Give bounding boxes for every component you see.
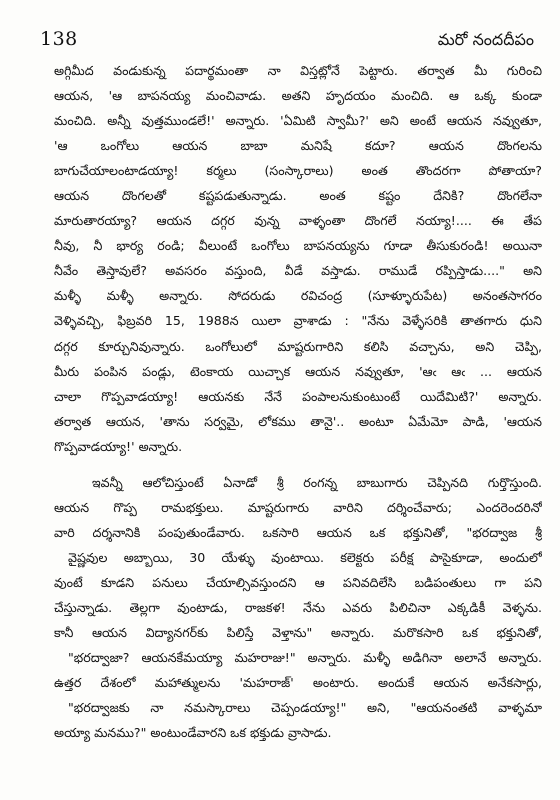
text-line: ఆయన దొంగలతో కష్టపడుతున్నాడు. అంత కష్టం దేనికి? దొంగలేనా — [54, 188, 542, 204]
text-line: మీరు పంపిన పండ్లు, టెంకాయ యిచ్చాక ఆయన నవ్వుతూ, 'ఆఁ ఆఁ ... ఆయన — [54, 363, 542, 379]
text-line: దగ్గర కూర్చునివున్నారు. ఒంగోలులో మాష్టరుగారిని కలిసి వచ్చాను, అని చెప్పి, — [54, 338, 542, 354]
text-line: మారుతారయ్యా? ఆయన దగ్గర వున్న వాళ్ళంతా దొంగలే నయ్యా!.... ఈ తేప — [54, 213, 542, 229]
text-line: వారి దర్శనానికి పంపుతుండేవారు. ఒకసారి ఆయన ఒక భక్తునితో, "భరద్వాజ శ్రీ — [54, 524, 542, 540]
body-text — [54, 58, 542, 745]
text-line: ఆయన, 'ఆ బాపనయ్య మంచివాడు. అతని హృదయం మంచిది. ఆ ఒక్క కుండా — [54, 88, 542, 104]
text-line: నీవు, నీ భార్య రండి; వీలుంటే ఒంగోలు బాపనయ్యను గూడా తీసుకురండి! అయినా — [54, 238, 542, 254]
text-line: కానీ ఆయన విద్యానగర్‌కు పిలిస్తే వెళ్తాను" అన్నారు. మరొకసారి ఒక భక్తునితో, — [54, 625, 542, 641]
page-header — [40, 28, 534, 52]
text-line: చేస్తున్నాడు. తెల్లగా వుంటాడు, రాజకళ! నేను ఎవరు పిలిచినా ఎక్కడికీ వెళ్ళను. — [54, 599, 542, 615]
paragraph-1 — [54, 58, 542, 459]
paragraph-2 — [54, 470, 542, 746]
text-line: ఆయన గొప్ప రామభక్తులు. మాష్టరుగారు వారిని దర్శించేవారు; ఎందరెందరినో — [54, 499, 542, 515]
text-line: "భరద్వాజా? ఆయనకేమయ్యా మహరాజు!" అన్నారు. మళ్ళీ అడిగినా అలానే అన్నారు. — [68, 650, 542, 666]
text-line: తర్వాత ఆయన, 'తాను సర్వమై, లోకము తానై'.. అంటూ ఏమేమో పాడి, 'ఆయన — [54, 413, 542, 429]
text-line: మళ్ళీ మళ్ళీ అన్నారు. సోదరుడు రవిచంద్ర (సూళ్ళూరుపేట) అనంతసాగరం — [54, 288, 542, 304]
text-line: వుంటే కూడని పనులు చేయాల్సివస్తుందని ఆ పనివదిలేసి బడిపంతులు గా పని — [54, 574, 542, 590]
text-line: అయ్యా మనము?" అంటుండేవారని ఒక భక్తుడు వ్రాసాడు. — [54, 725, 332, 741]
text-line: నీవేం తెస్తావులే? అవసరం వస్తుంది, వీడే వస్తాడు. రాముడే రప్పిస్తాడు...." అని — [54, 263, 542, 279]
text-line: అగ్గిమీద వండుకున్న పదార్థమంతా నా విస్తట్లోనే పెట్టారు. తర్వాత మీ గురించి — [54, 63, 542, 78]
text-line: "భరద్వాజకు నా నమస్కారాలు చెప్పండయ్యా!" అని, "ఆయనంతటి వాళ్ళమా — [68, 700, 542, 716]
running-title: మరో నందదీపం — [437, 30, 534, 49]
text-line: బాగుచేయాలంటాడయ్యా! కర్మలు (సంస్కారాలు) అంత తొందరగా పోతాయా? — [54, 163, 542, 179]
text-line: గొప్పవాడయ్యా!' అన్నారు. — [54, 438, 183, 454]
text-line: చాలా గొప్పవాడయ్యా! ఆయనకు నేనే పంపాలనుకుంటుంటే యిదేమిటి?' అన్నారు. — [54, 388, 542, 404]
text-line: మంచిది. అన్నీ వుత్తముండలే!' అన్నారు. 'ఏమిటి స్వామీ?' అని అంటే ఆయన నవ్వుతూ, — [54, 113, 542, 129]
page-number: 138 — [40, 28, 78, 50]
text-line: ఉత్తర దేశంలో మహాత్ములను 'మహరాజ్' అంటారు. అందుకే ఆయన అనేకసార్లు, — [54, 675, 542, 691]
text-line: ఇవన్నీ ఆలోచిస్తుంటే ఏనాడో శ్రీ రంగన్న బాబుగారు చెప్పినది గుర్తొస్తుంది. — [92, 474, 542, 490]
text-line: వెళ్ళివచ్చి, ఫిబ్రవరి 15, 1988న యిలా వ్రాశాడు : "నేను వెళ్ళేసరికి తాతగారు ధుని — [54, 313, 542, 329]
text-line: 'ఆ ఒంగోలు ఆయన బాబా మనిషే కదూ? ఆయన దొంగలను — [54, 138, 542, 154]
text-line: వైష్ణవుల అబ్బాయి, 30 యేళ్ళు వుంటాయి. కలెక్టరు పరీక్ష పాసైకూడా, అందులో — [68, 549, 542, 565]
